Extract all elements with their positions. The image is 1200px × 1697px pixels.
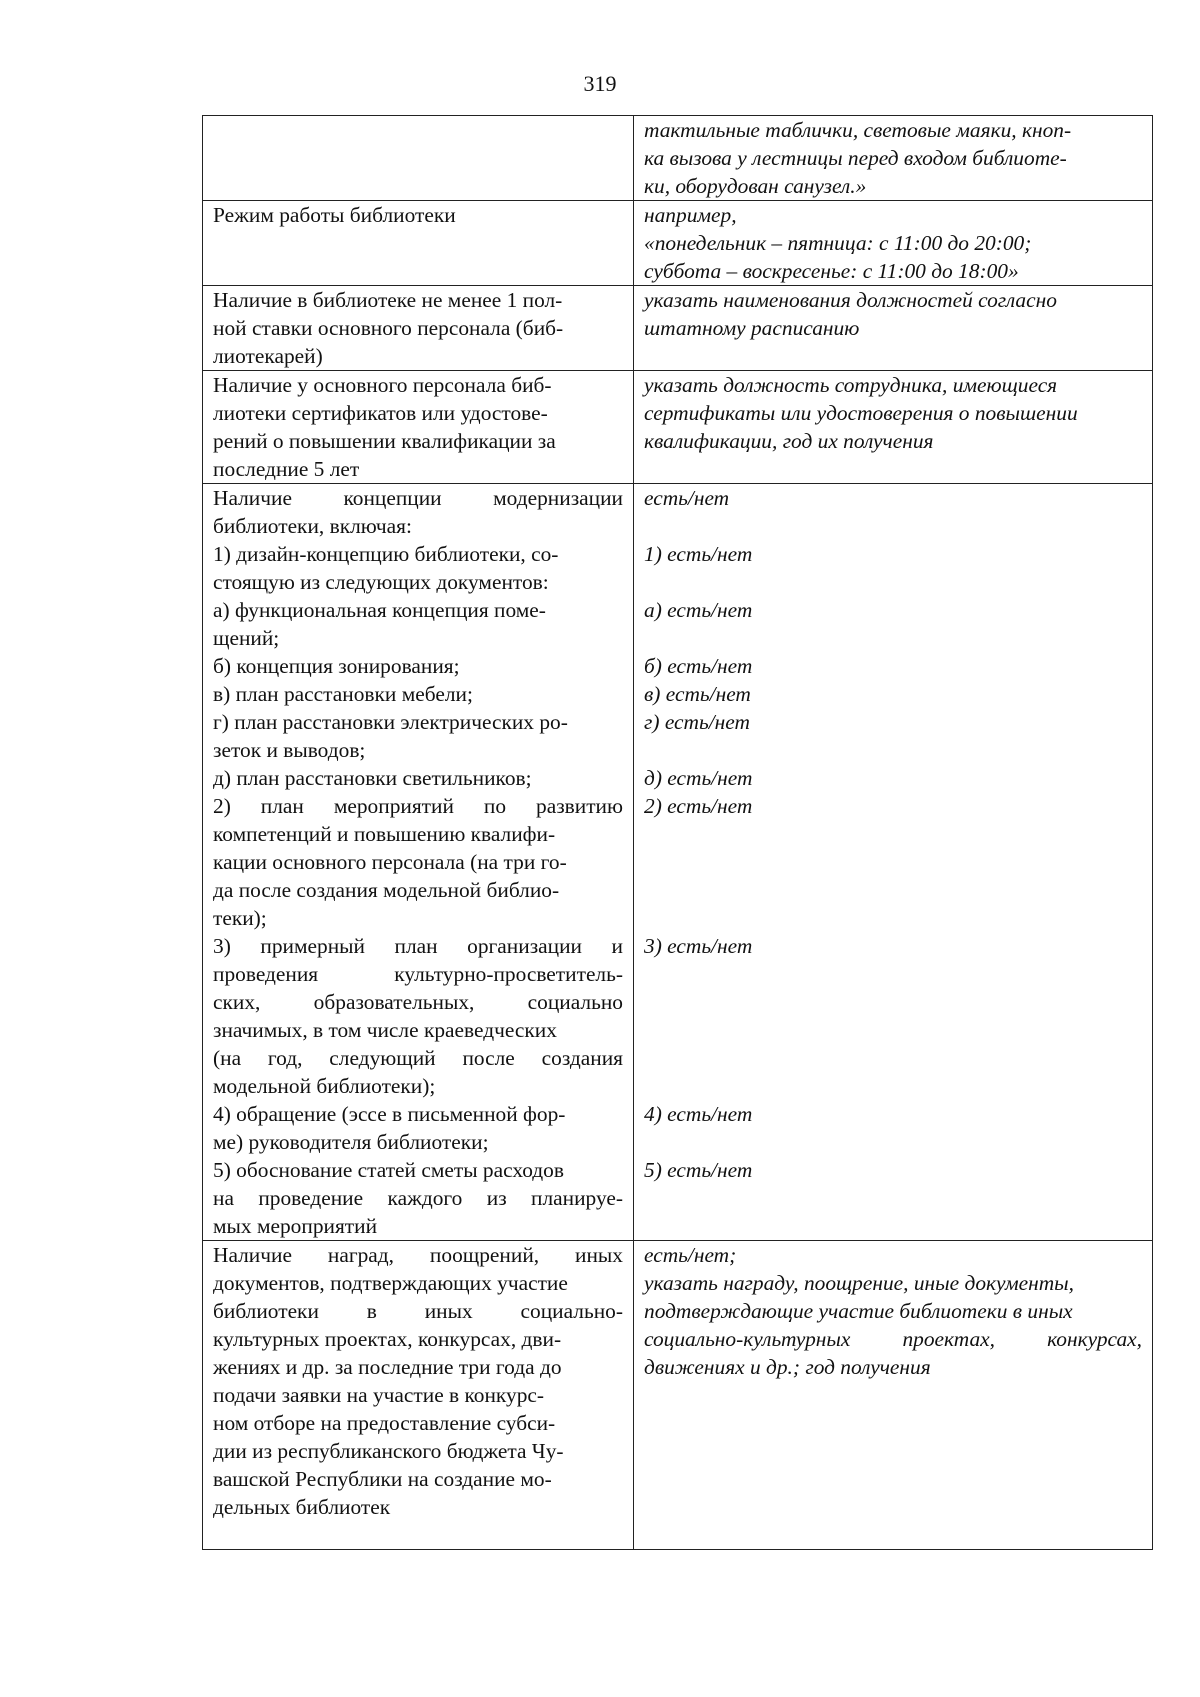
cell-line: есть/нет <box>644 486 730 510</box>
cell-line: культурных проектах, конкурсах, дви- <box>213 1327 562 1351</box>
cell-line: на проведение каждого из планируе- <box>213 1186 623 1210</box>
table-row <box>203 1241 1153 1550</box>
cell-line: (на год, следующий после создания <box>213 1046 623 1070</box>
value-cell <box>634 484 1153 1241</box>
cell-line: сертификаты или удостоверения о повышении <box>644 401 1078 425</box>
cell-line: 2) план мероприятий по развитию <box>213 794 623 818</box>
cell-line: Наличие концепции модернизации <box>213 486 623 510</box>
cell-line: 3) есть/нет <box>644 934 753 958</box>
cell-line: б) концепция зонирования; <box>213 654 460 678</box>
cell-line: г) есть/нет <box>644 710 750 734</box>
cell-line: «понедельник – пятница: с 11:00 до 20:00; <box>644 231 1032 255</box>
cell-line: суббота – воскресенье: с 11:00 до 18:00» <box>644 259 1019 283</box>
cell-line: мых мероприятий <box>213 1214 378 1238</box>
cell-line: модельной библиотеки); <box>213 1074 436 1098</box>
cell-line: Наличие в библиотеке не менее 1 пол- <box>213 288 563 312</box>
cell-line: Наличие у основного персонала биб- <box>213 373 552 397</box>
cell-line: например, <box>644 203 737 227</box>
criterion-cell <box>203 201 634 286</box>
cell-line: 4) обращение (эссе в письменной фор- <box>213 1102 566 1126</box>
cell-line: 2) есть/нет <box>644 794 753 818</box>
cell-line: лиотеки сертификатов или удостове- <box>213 401 548 425</box>
cell-line: указать наименования должностей согласно <box>644 288 1057 312</box>
table-row <box>203 484 1153 1241</box>
cell-line: а) функциональная концепция поме- <box>213 598 546 622</box>
page-number: 319 <box>583 71 617 96</box>
cell-line: проведения культурно-просветитель- <box>213 962 623 986</box>
cell-line: рений о повышении квалификации за <box>213 429 556 453</box>
cell-line: д) есть/нет <box>644 766 753 790</box>
cell-line: ских, образовательных, социально <box>213 990 623 1014</box>
cell-line: в) план расстановки мебели; <box>213 682 473 706</box>
cell-line: дельных библиотек <box>213 1495 391 1519</box>
cell-line: указать должность сотрудника, имеющиеся <box>644 373 1058 397</box>
cell-line: лиотекарей) <box>213 344 323 368</box>
cell-line: 1) дизайн-концепцию библиотеки, со- <box>213 542 559 566</box>
cell-line: значимых, в том числе краеведческих <box>213 1018 557 1042</box>
cell-line: г) план расстановки электрических ро- <box>213 710 568 734</box>
cell-line: вашской Республики на создание мо- <box>213 1467 552 1491</box>
cell-line: тактильные таблички, световые маяки, кноп- <box>644 118 1072 142</box>
cell-line: библиотеки в иных социально- <box>213 1299 623 1323</box>
cell-line: а) есть/нет <box>644 598 753 622</box>
table-row <box>203 201 1153 286</box>
value-cell <box>634 201 1153 286</box>
value-cell <box>634 116 1153 201</box>
cell-line: жениях и др. за последние три года до <box>213 1355 562 1379</box>
cell-line: 4) есть/нет <box>644 1102 753 1126</box>
criterion-cell <box>203 484 634 1241</box>
value-cell <box>634 371 1153 484</box>
cell-line: ки, оборудован санузел.» <box>644 174 867 198</box>
cell-line: штатному расписанию <box>644 316 860 340</box>
criterion-cell <box>203 1241 634 1550</box>
cell-line: д) план расстановки светильников; <box>213 766 532 790</box>
cell-line: 3) примерный план организации и <box>213 934 623 958</box>
cell-line: 5) обоснование статей сметы расходов <box>213 1158 564 1182</box>
cell-line: социально-культурных проектах, конкурсах, <box>644 1327 1142 1351</box>
cell-line: компетенций и повышению квалифи- <box>213 822 556 846</box>
cell-line: есть/нет; <box>644 1243 737 1267</box>
cell-line: в) есть/нет <box>644 682 751 706</box>
cell-line: да после создания модельной библио- <box>213 878 560 902</box>
cell-line: дии из республиканского бюджета Чу- <box>213 1439 564 1463</box>
criterion-cell <box>203 286 634 371</box>
cell-line: 5) есть/нет <box>644 1158 753 1182</box>
cell-line: б) есть/нет <box>644 654 753 678</box>
cell-line: Наличие наград, поощрений, иных <box>213 1243 623 1267</box>
value-cell <box>634 1241 1153 1550</box>
cell-line: стоящую из следующих документов: <box>213 570 549 594</box>
cell-line: ме) руководителя библиотеки; <box>213 1130 489 1154</box>
cell-line: подтверждающие участие библиотеки в иных <box>644 1299 1073 1323</box>
cell-line: ном отборе на предоставление субси- <box>213 1411 556 1435</box>
cell-line: указать награду, поощрение, иные документы, <box>644 1271 1075 1295</box>
cell-line: кации основного персонала (на три го- <box>213 850 567 874</box>
cell-line: подачи заявки на участие в конкурс- <box>213 1383 545 1407</box>
cell-line: щений; <box>213 626 280 650</box>
cell-line: зеток и выводов; <box>213 738 366 762</box>
table-row <box>203 116 1153 201</box>
requirements-table <box>202 115 1153 1550</box>
criterion-cell <box>203 371 634 484</box>
cell-line: ной ставки основного персонала (биб- <box>213 316 564 340</box>
table-row <box>203 371 1153 484</box>
cell-line: Режим работы библиотеки <box>213 203 456 227</box>
value-cell <box>634 286 1153 371</box>
cell-line: квалификации, год их получения <box>644 429 934 453</box>
cell-line: теки); <box>213 906 267 930</box>
cell-line: ка вызова у лестницы перед входом библиоте- <box>644 146 1067 170</box>
cell-line: движениях и др.; год получения <box>644 1355 931 1379</box>
cell-line: библиотеки, включая: <box>213 514 412 538</box>
cell-line: последние 5 лет <box>213 457 360 481</box>
table-row <box>203 286 1153 371</box>
criterion-cell <box>203 116 634 201</box>
cell-line: документов, подтверждающих участие <box>213 1271 568 1295</box>
cell-line: 1) есть/нет <box>644 542 753 566</box>
